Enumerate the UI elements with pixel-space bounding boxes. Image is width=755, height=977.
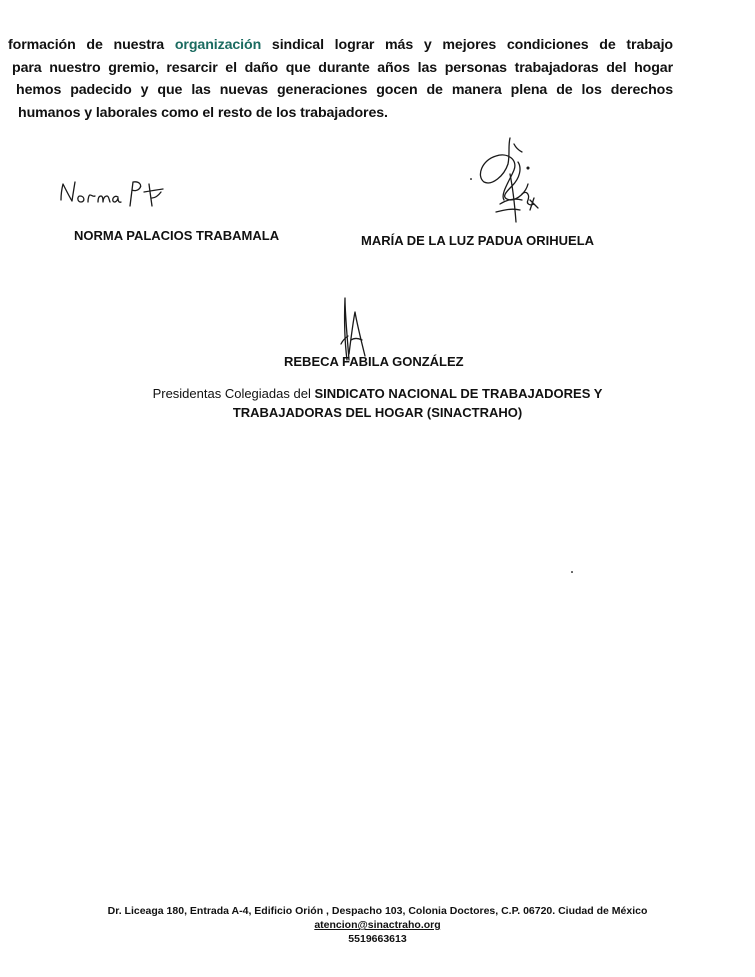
presidents-block: [0, 384, 755, 422]
signature-maria: [470, 134, 550, 224]
signatory-name-maria: MARÍA DE LA LUZ PADUA ORIHUELA: [361, 233, 595, 248]
union-name-line-1: SINDICATO NACIONAL DE TRABAJADORES Y: [314, 386, 603, 401]
paragraph-line-1: [8, 34, 673, 57]
paragraph-line-2: para nuestro gremio, resarcir el daño que durante años las personas trabajadoras del hogar: [12, 59, 673, 76]
page-footer: [0, 904, 755, 946]
presidents-line-1: [0, 384, 755, 403]
paragraph-accent-word: organización: [174, 37, 262, 53]
body-paragraph: [8, 34, 673, 124]
signature-norma: [55, 176, 185, 212]
scan-speck: [470, 178, 472, 180]
signatory-name-rebeca: REBECA FABILA GONZÁLEZ: [284, 354, 464, 369]
footer-address: Dr. Liceaga 180, Entrada A-4, Edificio Orión , Despacho 103, Colonia Doctores, C.P. 06720. Ciudad de México: [107, 905, 648, 917]
signatory-name-norma: NORMA PALACIOS TRABAMALA: [74, 228, 280, 243]
paragraph-line-1-start: formación de nuestra: [8, 37, 175, 53]
paragraph-line-1-end: sindical lograr más y mejores condiciones de trabajo: [261, 37, 674, 53]
scan-speck: [571, 571, 573, 573]
paragraph-line-4: humanos y laborales como el resto de los trabajadores.: [18, 104, 388, 121]
footer-email-link[interactable]: atencion@sinactraho.org: [314, 919, 441, 931]
paragraph-line-3: hemos padecido y que las nuevas generaciones gocen de manera plena de los derechos: [16, 82, 673, 98]
union-name-line-2: TRABAJADORAS DEL HOGAR (SINACTRAHO): [232, 405, 523, 420]
footer-phone: 5519663613: [348, 933, 407, 945]
presidents-prefix: Presidentas Colegiadas del: [152, 386, 315, 401]
